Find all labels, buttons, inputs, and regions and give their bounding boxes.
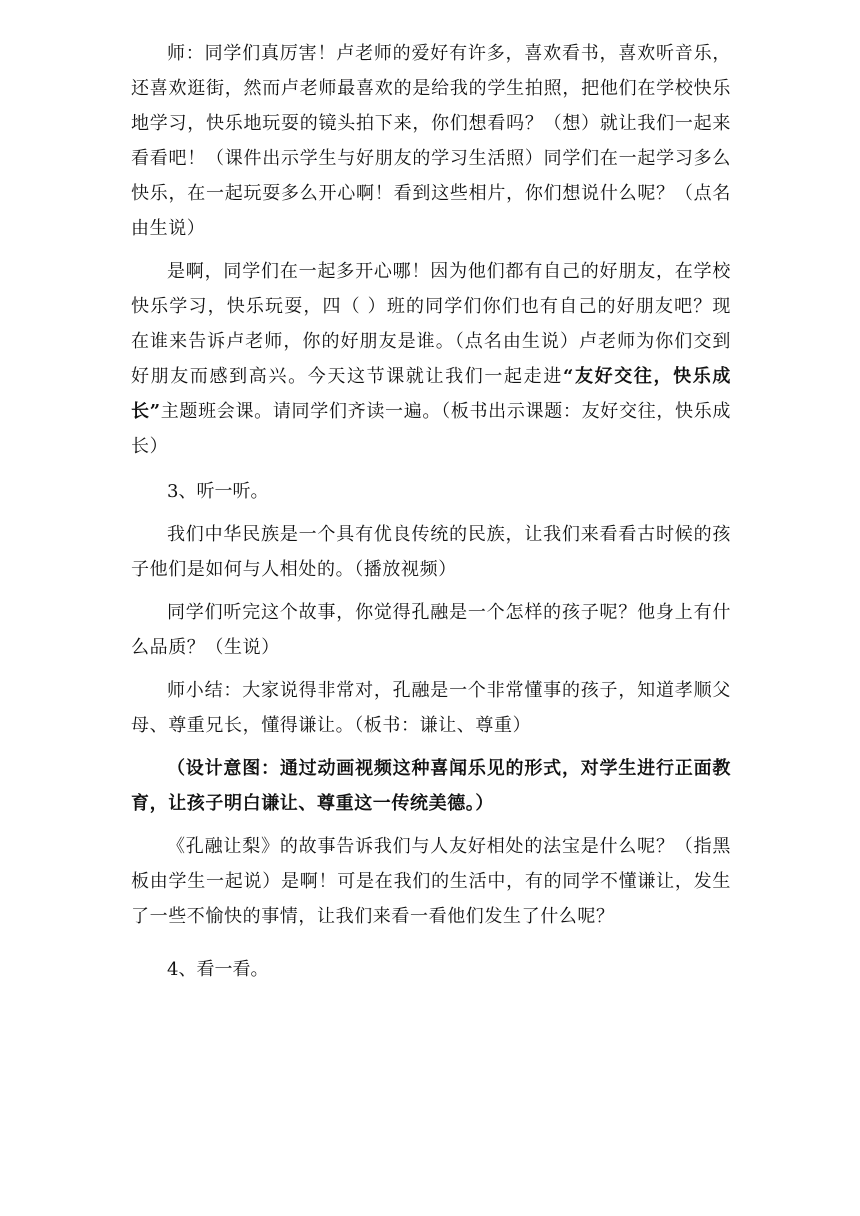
paragraph-chinese-tradition: 我们中华民族是一个具有优良传统的民族，让我们来看看古时候的孩子他们是如何与人相处的。（播放视频） [131,524,731,580]
document-page [131,36,731,987]
lesson-theme-title: “友好交往，快乐成长” [131,366,731,422]
section-heading-listen: 3、听一听。 [167,481,269,502]
paragraph-teacher-summary: 师小结：大家说得非常对，孔融是一个非常懂事的孩子，知道孝顺父母、尊重兄长，懂得谦让。（板书：谦让、尊重） [131,680,731,736]
paragraph-teacher-hobbies: 师：同学们真厉害！卢老师的爱好有许多，喜欢看书，喜欢听音乐，还喜欢逛街，然而卢老师最喜欢的是给我的学生拍照，把他们在学校快乐地学习，快乐地玩耍的镜头拍下来，你们想看吗？（想）就让我们一起来看看吧！（课件出示学生与好朋友的学习生活照）同学们在一起学习多么快乐，在一起玩耍多么开心啊！看到这些相片，你们想说什么呢？（点名由生说） [131,43,731,239]
paragraph-design-intent: （设计意图：通过动画视频这种喜闻乐见的形式，对学生进行正面教育，让孩子明白谦让、尊重这一传统美德。） [131,758,731,814]
paragraph-kongrong-question: 同学们听完这个故事，你觉得孔融是一个怎样的孩子呢？他身上有什么品质？（生说） [131,602,731,658]
paragraph-good-friends-text-b: 主题班会课。请同学们齐读一遍。（板书出示课题：友好交往，快乐成长） [131,401,731,457]
paragraph-good-friends [131,254,731,464]
paragraph-kongrong-pear-story: 《孔融让梨》的故事告诉我们与人友好相处的法宝是什么呢？（指黑板由学生一起说）是啊！可是在我们的生活中，有的同学不懂谦让，发生了一些不愉快的事情，让我们来看一看他们发生了什么呢？ [131,836,731,927]
paragraph-good-friends-text-a: 是啊，同学们在一起多开心哪！因为他们都有自己的好朋友，在学校快乐学习，快乐玩耍，四（ ）班的同学们你们也有自己的好朋友吧？现在谁来告诉卢老师，你的好朋友是谁。（点名由生说）卢老师为你们交到好朋友而感到高兴。今天这节课就让我们一起走进 [131,261,731,387]
section-heading-look: 4、看一看。 [167,959,269,980]
